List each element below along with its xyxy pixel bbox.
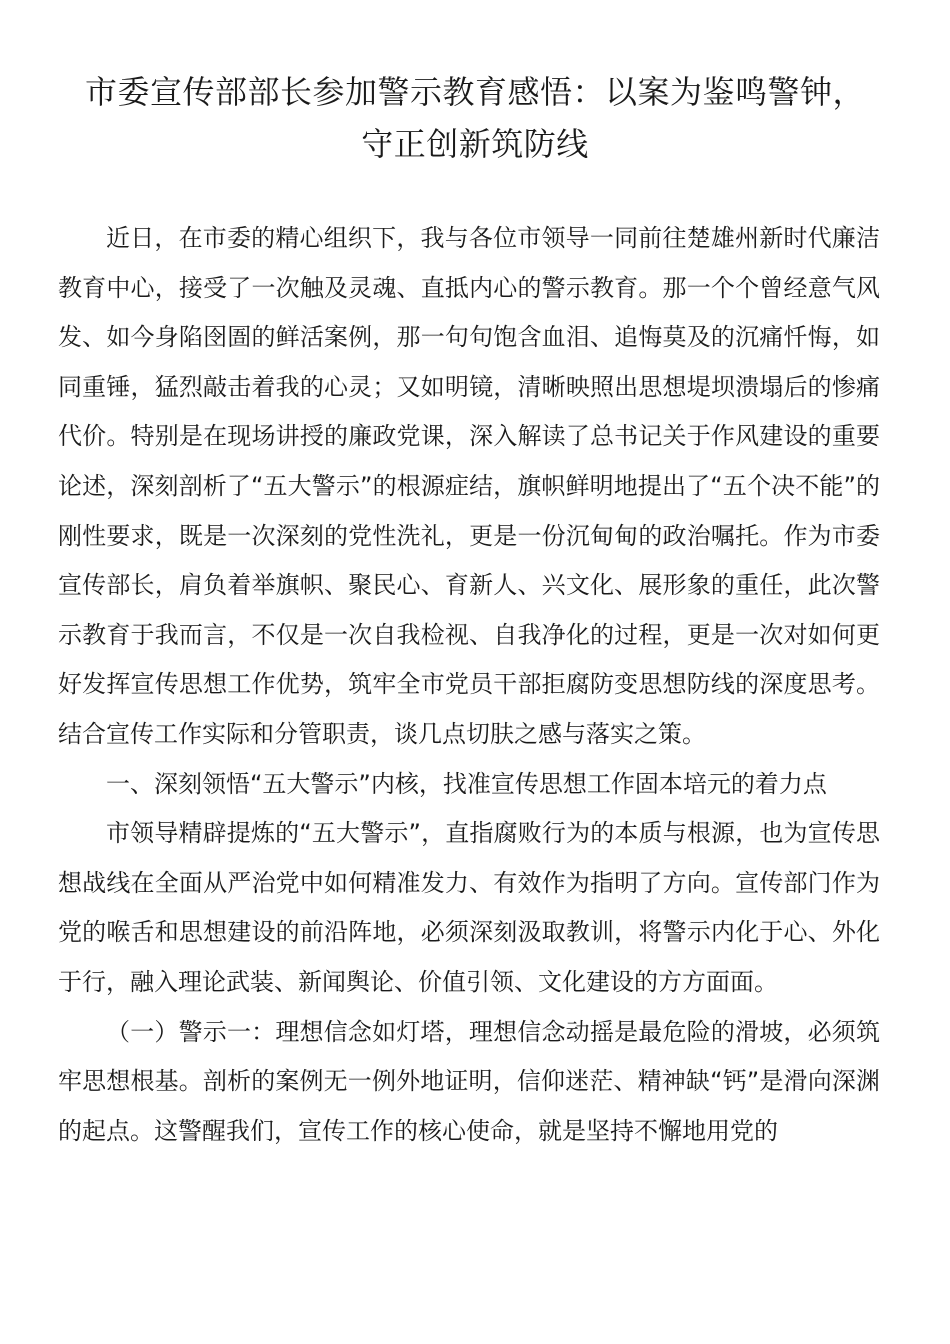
section-heading: 一、深刻领悟“五大警示”内核，找准宣传思想工作固本培元的着力点 [106, 769, 827, 798]
section-paragraph-1: 市领导精辟提炼的“五大警示”，直指腐败行为的本质与根源，也为宣传思想战线在全面从严治党中如何精准发力、有效作为指明了方向。宣传部门作为党的喉舌和思想建设的前沿阵地，必须深刻汲取教训，将警示内化于心、外化于行，融入理论武装、新闻舆论、价值引领、文化建设的方方面面。 [58, 819, 880, 996]
document-title: 市委宣传部部长参加警示教育感悟：以案为鉴鸣警钟，守正创新筑防线 [84, 73, 865, 163]
section-paragraph-2: （一）警示一：理想信念如灯塔，理想信念动摇是最危险的滑坡，必须筑牢思想根基。剖析的案例无一例外地证明，信仰迷茫、精神缺“钙”是滑向深渊的起点。这警醒我们，宣传工作的核心使命，就是坚持不懈地用党的 [58, 1017, 880, 1145]
document-body [58, 214, 880, 1156]
intro-paragraph: 近日，在市委的精心组织下，我与各位市领导一同前往楚雄州新时代廉洁教育中心，接受了一次触及灵魂、直抵内心的警示教育。那一个个曾经意气风发、如今身陷囹圄的鲜活案例，那一句句饱含血泪、追悔莫及的沉痛忏悔，如同重锤，猛烈敲击着我的心灵；又如明镜，清晰映照出思想堤坝溃塌后的惨痛代价。特别是在现场讲授的廉政党课，深入解读了总书记关于作风建设的重要论述，深刻剖析了“五大警示”的根源症结，旗帜鲜明地提出了“五个决不能”的刚性要求，既是一次深刻的党性洗礼，更是一份沉甸甸的政治嘱托。作为市委宣传部长，肩负着举旗帜、聚民心、育新人、兴文化、展形象的重任，此次警示教育于我而言，不仅是一次自我检视、自我净化的过程，更是一次对如何更好发挥宣传思想工作优势，筑牢全市党员干部拒腐防变思想防线的深度思考。结合宣传工作实际和分管职责，谈几点切肤之感与落实之策。 [58, 224, 880, 748]
